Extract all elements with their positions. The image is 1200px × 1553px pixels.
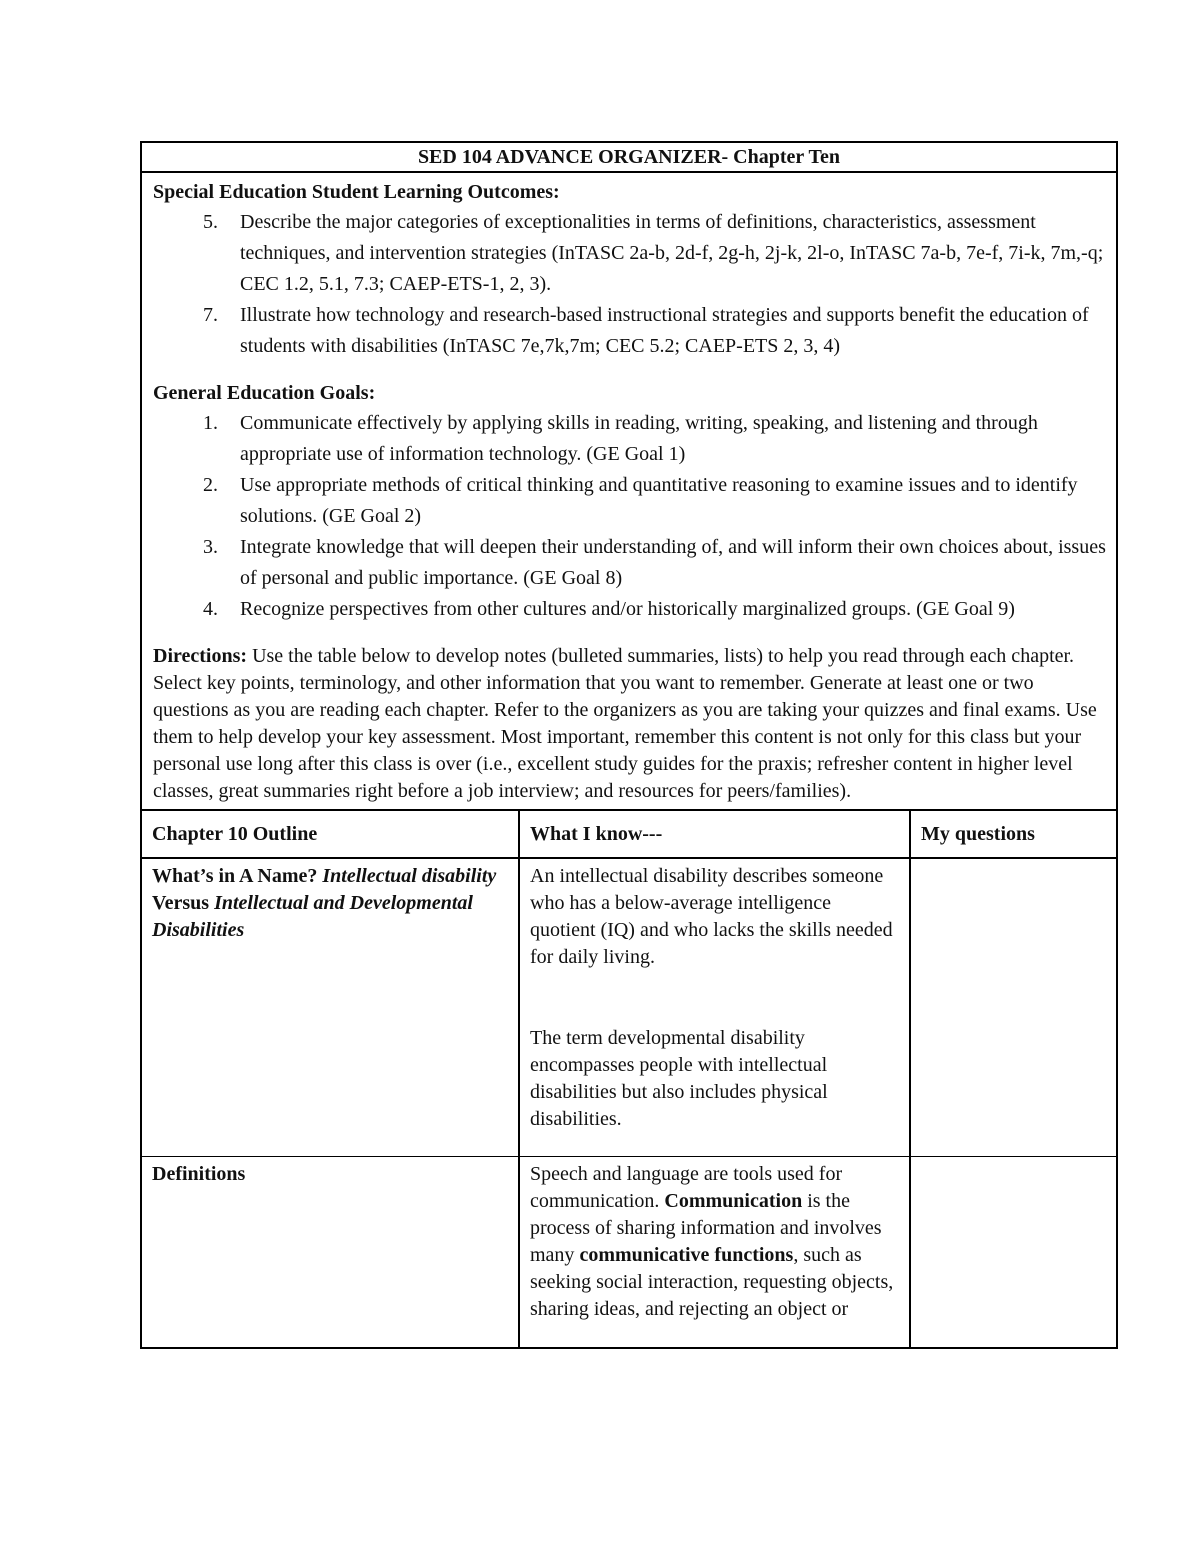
list-item: 1. Communicate effectively by applying skills in reading, writing, speaking, and listening and through appropriate use of information technology. (GE Goal 1) — [203, 412, 1038, 465]
directions-paragraph: Directions: Use the table below to develop notes (bulleted summaries, lists) to help you read through each chapter. Select key points, terminology, and other information that you want to remember. Generate at least one or two questions as you are reading each chapter. Refer to the organizers as you are taking your quizzes and final exams. Use them to help develop your key assessment. Most important, remember this content is not only for this class but your personal use long after this class is over (i.e., excellent study guides for the praxis; refresher content in higher level classes, great summaries right before a job interview; and resources for peers/families). — [153, 645, 1097, 802]
table-row-topic — [142, 859, 520, 1157]
table-row-know[interactable] — [520, 859, 911, 1157]
know-paragraph: The term developmental disability encompasses people with intellectual disabilities but also includes physical disabilities. — [530, 1027, 828, 1130]
list-item: 3. Integrate knowledge that will deepen their understanding of, and will inform their own choices about, issues of personal and public importance. (GE Goal 8) — [203, 536, 1106, 589]
list-item: 2. Use appropriate methods of critical thinking and quantitative reasoning to examine issues and to identify solutions. (GE Goal 2) — [203, 474, 1078, 527]
organizer-frame — [140, 141, 1118, 1349]
special-ed-heading: Special Education Student Learning Outcomes: — [153, 181, 560, 203]
special-ed-list — [153, 207, 1106, 362]
know-paragraph: Speech and language are tools used for communication. Communication is the process of sharing information and involves many communicative functions, such as seeking social interaction, requesting objects, sharing ideas, and rejecting an object or — [530, 1163, 894, 1320]
table-row-questions[interactable] — [911, 859, 1116, 1157]
topic-label: What’s in A Name? Intellectual disability Versus Intellectual and Developmental Disabilities — [152, 865, 497, 941]
gen-ed-list — [153, 408, 1106, 625]
header-my-questions: My questions — [911, 811, 1116, 859]
list-item: 5. Describe the major categories of exceptionalities in terms of definitions, characteristics, assessment techniques, and intervention strategies (InTASC 2a-b, 2d-f, 2g-h, 2j-k, 2l-o, InTASC 7a-b, 7e-f, 7i-k, 7m,-q; CEC 1.2, 5.1, 7.3; CAEP-ETS-1, 2, 3). — [203, 211, 1104, 295]
table-row-topic — [142, 1157, 520, 1347]
header-outline: Chapter 10 Outline — [142, 811, 520, 859]
page-title: SED 104 ADVANCE ORGANIZER- Chapter Ten — [142, 143, 1116, 173]
table-row-know[interactable] — [520, 1157, 911, 1347]
list-item: 7. Illustrate how technology and research-based instructional strategies and supports benefit the education of students with disabilities (InTASC 7e,7k,7m; CEC 5.2; CAEP-ETS 2, 3, 4) — [203, 304, 1089, 357]
table-row-questions[interactable] — [911, 1157, 1116, 1347]
header-what-i-know: What I know--- — [520, 811, 911, 859]
know-paragraph: An intellectual disability describes someone who has a below-average intelligence quotient (IQ) and who lacks the skills needed for daily living. — [530, 865, 893, 968]
topic-label: Definitions — [152, 1163, 246, 1185]
intro-section — [142, 173, 1116, 809]
gen-ed-heading: General Education Goals: — [153, 382, 376, 404]
list-item: 4. Recognize perspectives from other cultures and/or historically marginalized groups. (GE Goal 9) — [203, 598, 1015, 620]
outline-table — [142, 809, 1116, 1347]
